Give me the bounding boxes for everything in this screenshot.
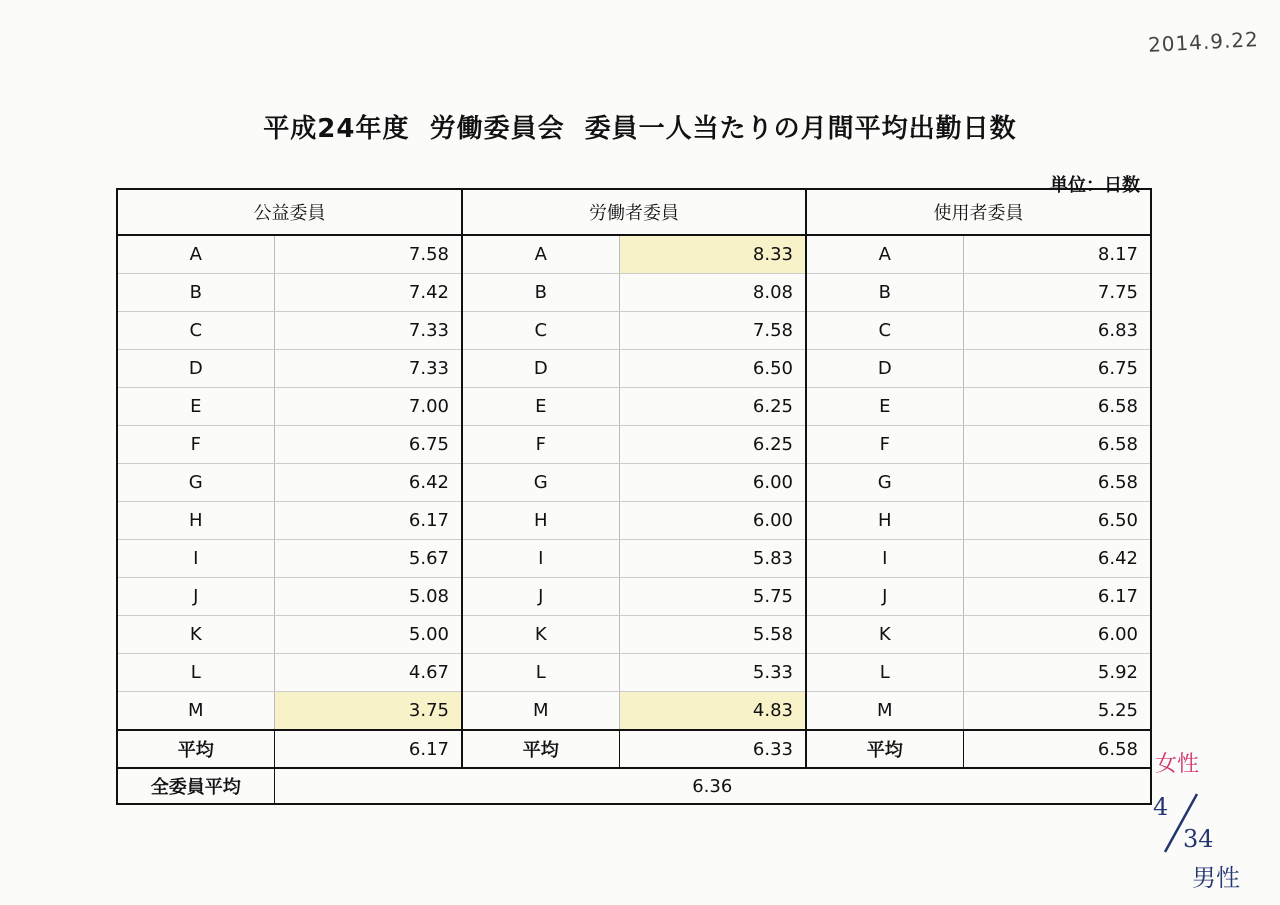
handwritten-date: 2014.9.22 [1147,27,1260,57]
member-label-employer: K [806,616,963,654]
average-value-employer: 6.58 [963,730,1151,768]
member-value-public: 3.75 [274,692,462,731]
member-value-labor: 7.58 [619,312,806,350]
member-value-labor: 6.25 [619,388,806,426]
average-label-employer: 平均 [806,730,963,768]
member-label-employer: L [806,654,963,692]
member-value-employer: 5.92 [963,654,1151,692]
member-value-public: 7.33 [274,350,462,388]
member-value-public: 4.67 [274,654,462,692]
handwritten-numerator: 4 [1153,793,1169,821]
member-value-employer: 6.00 [963,616,1151,654]
member-value-public: 7.58 [274,235,462,274]
member-value-employer: 6.42 [963,540,1151,578]
table-row [117,692,1151,731]
table-row [117,426,1151,464]
member-label-labor: G [462,464,619,502]
member-label-labor: A [462,235,619,274]
member-label-employer: E [806,388,963,426]
member-label-labor: F [462,426,619,464]
unit-label: 単位：日数 [1050,175,1140,196]
table-row [117,616,1151,654]
table-row [117,388,1151,426]
member-label-labor: L [462,654,619,692]
group-header-labor: 労働者委員 [462,189,806,235]
total-average-label: 全委員平均 [117,768,274,804]
member-label-employer: B [806,274,963,312]
total-average-row [117,768,1151,804]
member-value-public: 6.17 [274,502,462,540]
member-value-employer: 5.25 [963,692,1151,731]
member-value-public: 6.42 [274,464,462,502]
member-label-labor: H [462,502,619,540]
table-row [117,274,1151,312]
member-label-employer: I [806,540,963,578]
member-value-public: 7.33 [274,312,462,350]
member-label-public: A [117,235,274,274]
member-label-labor: M [462,692,619,731]
average-row [117,730,1151,768]
member-value-employer: 6.50 [963,502,1151,540]
member-value-employer: 6.58 [963,464,1151,502]
page-title: 平成24年度 労働委員会 委員一人当たりの月間平均出勤日数 [263,114,1017,144]
member-value-employer: 6.17 [963,578,1151,616]
member-label-labor: J [462,578,619,616]
group-header-public: 公益委員 [117,189,462,235]
member-value-labor: 4.83 [619,692,806,731]
table-row [117,235,1151,274]
member-label-public: K [117,616,274,654]
member-value-labor: 5.75 [619,578,806,616]
member-value-employer: 6.83 [963,312,1151,350]
member-value-labor: 6.00 [619,502,806,540]
member-value-employer: 6.58 [963,388,1151,426]
member-label-employer: J [806,578,963,616]
member-label-employer: F [806,426,963,464]
table-row [117,312,1151,350]
table-row [117,578,1151,616]
member-label-public: D [117,350,274,388]
member-label-public: E [117,388,274,426]
member-value-public: 7.00 [274,388,462,426]
member-value-labor: 6.00 [619,464,806,502]
average-label-public: 平均 [117,730,274,768]
member-label-labor: B [462,274,619,312]
average-label-labor: 平均 [462,730,619,768]
member-label-labor: D [462,350,619,388]
member-label-labor: I [462,540,619,578]
member-value-labor: 5.83 [619,540,806,578]
member-label-employer: D [806,350,963,388]
average-value-public: 6.17 [274,730,462,768]
member-label-public: I [117,540,274,578]
table-row [117,540,1151,578]
table-header-row [117,189,1151,235]
member-label-public: J [117,578,274,616]
member-label-employer: M [806,692,963,731]
member-label-public: F [117,426,274,464]
member-label-labor: C [462,312,619,350]
member-value-labor: 8.08 [619,274,806,312]
member-label-public: C [117,312,274,350]
member-value-public: 6.75 [274,426,462,464]
member-value-labor: 6.50 [619,350,806,388]
member-value-labor: 5.58 [619,616,806,654]
handwritten-denominator: 34 [1183,825,1214,853]
member-value-employer: 6.58 [963,426,1151,464]
member-value-labor: 8.33 [619,235,806,274]
member-label-labor: K [462,616,619,654]
member-value-employer: 6.75 [963,350,1151,388]
group-header-employer: 使用者委員 [806,189,1151,235]
member-value-labor: 6.25 [619,426,806,464]
member-label-employer: C [806,312,963,350]
table-row [117,350,1151,388]
member-value-employer: 8.17 [963,235,1151,274]
attendance-table [116,188,1152,805]
member-value-labor: 5.33 [619,654,806,692]
handwritten-female-note: 女性 [1155,752,1200,777]
handwritten-male-note: 男性 [1192,864,1240,892]
member-value-public: 5.08 [274,578,462,616]
table-row [117,654,1151,692]
member-value-employer: 7.75 [963,274,1151,312]
member-label-public: B [117,274,274,312]
member-label-public: L [117,654,274,692]
member-label-employer: A [806,235,963,274]
member-label-employer: G [806,464,963,502]
member-label-public: M [117,692,274,731]
member-label-public: G [117,464,274,502]
member-label-labor: E [462,388,619,426]
member-value-public: 5.67 [274,540,462,578]
member-label-employer: H [806,502,963,540]
member-value-public: 7.42 [274,274,462,312]
table-row [117,464,1151,502]
total-average-value: 6.36 [692,775,733,797]
average-value-labor: 6.33 [619,730,806,768]
member-value-public: 5.00 [274,616,462,654]
member-label-public: H [117,502,274,540]
table-row [117,502,1151,540]
